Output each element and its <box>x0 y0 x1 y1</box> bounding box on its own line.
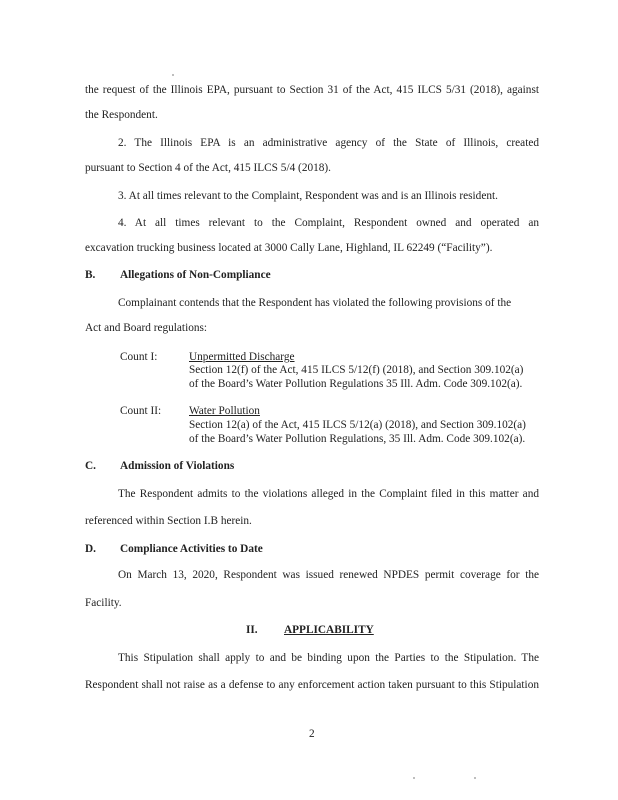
section-ii-numeral: II. <box>246 624 258 636</box>
section-b-heading: Allegations of Non-Compliance <box>120 269 271 281</box>
intro-line-1: the request of the Illinois EPA, pursuant to Section 31 of the Act, 415 ILCS 5/31 (2018), against <box>85 84 539 96</box>
section-d-heading: Compliance Activities to Date <box>120 543 263 555</box>
count-2-label: Count II: <box>120 405 162 417</box>
paragraph-2-line-1: 2. The Illinois EPA is an administrative agency of the State of Illinois, created <box>118 137 539 149</box>
count-1-line-1: Section 12(f) of the Act, 415 ILCS 5/12(f) (2018), and Section 309.102(a) <box>189 364 524 376</box>
page-number: 2 <box>309 728 315 740</box>
scan-speck <box>172 74 174 76</box>
section-b-letter: B. <box>85 269 96 281</box>
section-ii-line-1: This Stipulation shall apply to and be binding upon the Parties to the Stipulation. The <box>118 652 539 664</box>
count-2-line-1: Section 12(a) of the Act, 415 ILCS 5/12(a) (2018), and Section 309.102(a) <box>189 419 526 431</box>
section-b-line-2: Act and Board regulations: <box>85 322 208 334</box>
section-d-letter: D. <box>85 543 96 555</box>
section-ii-heading: APPLICABILITY <box>284 624 374 636</box>
intro-line-2: the Respondent. <box>85 109 158 121</box>
paragraph-3: 3. At all times relevant to the Complaint, Respondent was and is an Illinois resident. <box>118 190 498 202</box>
count-1-label: Count I: <box>120 351 158 363</box>
section-c-heading: Admission of Violations <box>120 460 235 472</box>
paragraph-2-line-2: pursuant to Section 4 of the Act, 415 ILCS 5/4 (2018). <box>85 162 331 174</box>
section-ii-line-2: Respondent shall not raise as a defense to any enforcement action taken pursuant to this Stipulation <box>85 679 539 691</box>
paragraph-4-line-2: excavation trucking business located at 3000 Cally Lane, Highland, IL 62249 (“Facility”). <box>85 242 493 254</box>
count-2-title: Water Pollution <box>189 405 260 417</box>
scan-speck <box>413 777 415 779</box>
count-2-line-2: of the Board’s Water Pollution Regulations, 35 Ill. Adm. Code 309.102(a). <box>189 433 526 445</box>
section-d-line-2: Facility. <box>85 597 122 609</box>
count-1-title: Unpermitted Discharge <box>189 351 295 363</box>
count-1-line-2: of the Board’s Water Pollution Regulations 35 Ill. Adm. Code 309.102(a). <box>189 378 523 390</box>
section-c-line-1: The Respondent admits to the violations alleged in the Complaint filed in this matter and <box>118 488 539 500</box>
paragraph-4-line-1: 4. At all times relevant to the Complaint, Respondent owned and operated an <box>118 217 539 229</box>
scan-speck <box>474 777 476 779</box>
section-c-letter: C. <box>85 460 96 472</box>
section-b-line-1: Complainant contends that the Respondent has violated the following provisions of the <box>118 297 512 309</box>
section-c-line-2: referenced within Section I.B herein. <box>85 515 252 527</box>
section-d-line-1: On March 13, 2020, Respondent was issued renewed NPDES permit coverage for the <box>118 569 539 581</box>
